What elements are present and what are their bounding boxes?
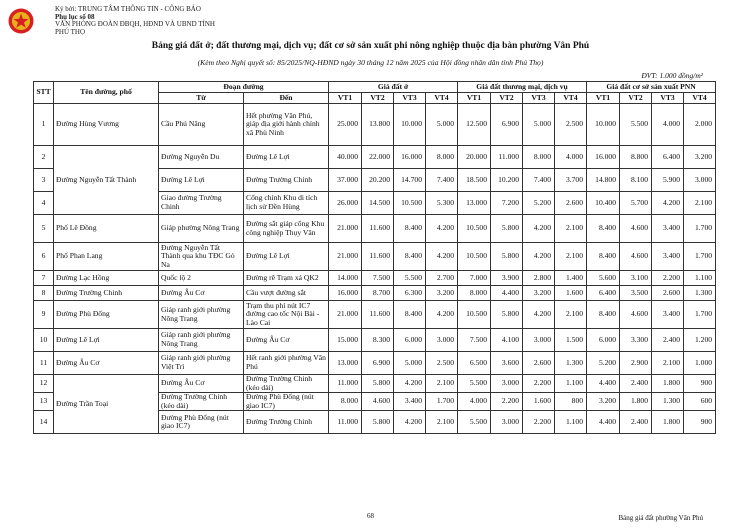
price-cell: 1.800 (620, 393, 652, 411)
from-cell: Giáp ranh giới phường Nông Trang (159, 329, 244, 352)
to-cell: Đường rẽ Trạm xá QK2 (244, 271, 329, 286)
price-cell: 2.800 (523, 271, 555, 286)
phu-luc-label: Phụ lục số 08 (55, 12, 95, 21)
price-cell: 5.800 (491, 301, 523, 329)
header-to: Đến (244, 93, 329, 104)
price-cell: 2.200 (523, 375, 555, 393)
header-vt: VT2 (491, 93, 523, 104)
price-cell: 8.400 (394, 215, 426, 243)
price-cell: 2.400 (620, 411, 652, 434)
stt-cell: 2 (34, 146, 54, 169)
street-name-cell: Đường Trường Chinh (54, 286, 159, 301)
price-cell: 10.500 (458, 243, 491, 271)
street-name-cell: Phố Phan Lang (54, 243, 159, 271)
price-cell: 3.000 (684, 169, 716, 192)
price-cell: 2.600 (652, 286, 684, 301)
price-cell: 2.200 (652, 271, 684, 286)
price-cell: 10.200 (491, 169, 523, 192)
price-cell: 2.600 (523, 352, 555, 375)
price-cell: 8.400 (587, 215, 620, 243)
price-cell: 6.900 (491, 104, 523, 146)
price-cell: 2.600 (555, 192, 587, 215)
price-cell: 1.700 (426, 393, 458, 411)
price-cell: 4.200 (394, 375, 426, 393)
to-cell: Đường Trường Chinh (244, 411, 329, 434)
price-cell: 8.000 (329, 393, 362, 411)
price-cell: 1.600 (523, 393, 555, 411)
price-cell: 7.200 (491, 192, 523, 215)
price-cell: 1.700 (684, 215, 716, 243)
table-row (34, 352, 716, 375)
price-cell: 13.000 (329, 352, 362, 375)
price-cell: 900 (684, 411, 716, 434)
price-cell: 1.300 (684, 286, 716, 301)
price-cell: 4.200 (523, 243, 555, 271)
page-number: 68 (367, 512, 374, 520)
from-cell: Đường Lê Lợi (159, 169, 244, 192)
header-vt: VT2 (362, 93, 394, 104)
price-cell: 4.100 (491, 329, 523, 352)
header-stt: STT (34, 82, 54, 104)
stt-cell: 14 (34, 411, 54, 434)
price-cell: 10.500 (458, 301, 491, 329)
price-cell: 4.200 (426, 301, 458, 329)
header-vt: VT1 (329, 93, 362, 104)
to-cell: Hết ranh giới phường Vân Phú (244, 352, 329, 375)
price-cell: 600 (684, 393, 716, 411)
to-cell: Đường Lê Lợi (244, 146, 329, 169)
price-cell: 14.500 (362, 192, 394, 215)
header-vt: VT1 (458, 93, 491, 104)
price-cell: 4.200 (394, 411, 426, 434)
price-cell: 2.100 (555, 301, 587, 329)
price-cell: 6.400 (587, 286, 620, 301)
price-cell: 5.000 (394, 352, 426, 375)
from-cell: Đường Nguyễn Tất Thành qua khu TĐC Gò Na (159, 243, 244, 271)
price-cell: 2.500 (426, 352, 458, 375)
price-cell: 13.000 (458, 192, 491, 215)
price-cell: 3.500 (620, 286, 652, 301)
price-cell: 4.400 (587, 375, 620, 393)
price-cell: 4.600 (620, 215, 652, 243)
stt-cell: 7 (34, 271, 54, 286)
price-cell: 18.500 (458, 169, 491, 192)
price-cell: 2.100 (652, 352, 684, 375)
header-group-residential: Giá đất ở (329, 82, 458, 93)
from-cell: Giao đường Trường Chinh (159, 192, 244, 215)
stt-cell: 8 (34, 286, 54, 301)
street-name-cell: Đường Lạc Hồng (54, 271, 159, 286)
price-cell: 6.000 (587, 329, 620, 352)
national-emblem-icon (8, 8, 34, 34)
price-cell: 4.400 (587, 411, 620, 434)
street-name-cell: Đường Trần Toại (54, 375, 159, 434)
price-cell: 7.500 (362, 271, 394, 286)
price-cell: 8.700 (362, 286, 394, 301)
price-cell: 2.100 (426, 375, 458, 393)
table-row (34, 329, 716, 352)
header-group-commercial: Giá đất thương mại, dịch vụ (458, 82, 587, 93)
price-cell: 10.500 (458, 215, 491, 243)
price-cell: 6.500 (458, 352, 491, 375)
price-cell: 8.400 (587, 243, 620, 271)
price-cell: 5.800 (491, 243, 523, 271)
price-cell: 21.000 (329, 243, 362, 271)
header-vt: VT3 (394, 93, 426, 104)
price-cell: 8.100 (620, 169, 652, 192)
price-cell: 1.800 (652, 411, 684, 434)
page-title: Bảng giá đất ở; đất thương mại, dịch vụ; đất cơ sở sản xuất phi nông nghiệp thuộc địa bàn phường Vân Phú (151, 41, 590, 51)
price-cell: 25.000 (329, 104, 362, 146)
price-cell: 16.000 (587, 146, 620, 169)
price-cell: 4.200 (523, 215, 555, 243)
price-cell: 13.800 (362, 104, 394, 146)
price-cell: 14.800 (587, 169, 620, 192)
to-cell: Cầu vượt đường sắt (244, 286, 329, 301)
price-cell: 8.000 (458, 286, 491, 301)
header-vt: VT1 (587, 93, 620, 104)
price-cell: 7.000 (458, 271, 491, 286)
from-cell: Đường Phù Đổng (nút giao IC7) (159, 411, 244, 434)
price-cell: 8.000 (523, 146, 555, 169)
price-cell: 4.000 (458, 393, 491, 411)
price-cell: 5.800 (362, 411, 394, 434)
stt-cell: 11 (34, 352, 54, 375)
price-cell: 8.400 (394, 301, 426, 329)
price-cell: 11.600 (362, 215, 394, 243)
table-row (34, 301, 716, 329)
to-cell: Đường Âu Cơ (244, 329, 329, 352)
price-cell: 1.400 (555, 271, 587, 286)
price-cell: 1.500 (555, 329, 587, 352)
price-cell: 7.500 (458, 329, 491, 352)
price-cell: 2.400 (620, 375, 652, 393)
header-group-production: Giá đất cơ sở sản xuất PNN (587, 82, 716, 93)
price-cell: 5.000 (426, 104, 458, 146)
page-subtitle: (Kèm theo Nghị quyết số: 85/2025/NQ-HĐND ngày 30 tháng 12 năm 2025 của Hội đồng nhân dân tỉnh Phú Thọ) (197, 58, 544, 67)
table-row (34, 271, 716, 286)
price-cell: 7.400 (426, 169, 458, 192)
price-cell: 4.000 (652, 104, 684, 146)
stt-cell: 5 (34, 215, 54, 243)
price-cell: 8.400 (394, 243, 426, 271)
price-cell: 3.100 (620, 271, 652, 286)
from-cell: Giáp ranh giới phường Việt Trì (159, 352, 244, 375)
price-cell: 22.000 (362, 146, 394, 169)
price-cell: 6.000 (394, 329, 426, 352)
to-cell: Hết phường Vân Phú, giáp địa giới hành chính xã Phù Ninh (244, 104, 329, 146)
price-cell: 40.000 (329, 146, 362, 169)
price-cell: 3.200 (523, 286, 555, 301)
stt-cell: 1 (34, 104, 54, 146)
header-vt: VT4 (684, 93, 716, 104)
price-cell: 5.800 (491, 215, 523, 243)
document-header (55, 6, 215, 36)
price-cell: 3.600 (491, 352, 523, 375)
table-row (34, 286, 716, 301)
price-cell: 3.300 (620, 329, 652, 352)
price-cell: 3.000 (426, 329, 458, 352)
from-cell: Đường Âu Cơ (159, 375, 244, 393)
price-cell: 3.000 (491, 411, 523, 434)
price-cell: 14.700 (394, 169, 426, 192)
price-cell: 10.400 (587, 192, 620, 215)
price-cell: 11.600 (362, 301, 394, 329)
price-cell: 8.300 (362, 329, 394, 352)
price-cell: 14.000 (329, 271, 362, 286)
price-cell: 16.000 (394, 146, 426, 169)
price-cell: 2.100 (555, 215, 587, 243)
price-cell: 5.700 (620, 192, 652, 215)
to-cell: Cổng chính Khu di tích lịch sử Đền Hùng (244, 192, 329, 215)
price-cell: 7.400 (523, 169, 555, 192)
price-cell: 1.100 (555, 411, 587, 434)
price-cell: 11.000 (329, 411, 362, 434)
price-cell: 1.100 (555, 375, 587, 393)
price-cell: 8.400 (587, 301, 620, 329)
price-cell: 12.500 (458, 104, 491, 146)
price-cell: 3.000 (491, 375, 523, 393)
price-cell: 2.100 (555, 243, 587, 271)
header-vt: VT3 (523, 93, 555, 104)
price-cell: 1.600 (555, 286, 587, 301)
price-cell: 2.400 (652, 329, 684, 352)
price-cell: 5.800 (362, 375, 394, 393)
price-cell: 5.500 (458, 411, 491, 434)
price-cell: 3.400 (394, 393, 426, 411)
table-row (34, 146, 716, 169)
stt-cell: 3 (34, 169, 54, 192)
price-cell: 5.600 (587, 271, 620, 286)
from-cell: Đường Âu Cơ (159, 286, 244, 301)
street-name-cell: Đường Hùng Vương (54, 104, 159, 146)
street-name-cell: Đường Nguyễn Tất Thành (54, 146, 159, 215)
price-cell: 3.400 (652, 301, 684, 329)
price-cell: 15.000 (329, 329, 362, 352)
price-cell: 2.900 (620, 352, 652, 375)
price-table (33, 81, 716, 434)
header-vt: VT4 (426, 93, 458, 104)
stt-cell: 4 (34, 192, 54, 215)
to-cell: Đường Lê Lợi (244, 243, 329, 271)
price-cell: 16.000 (329, 286, 362, 301)
table-row (34, 215, 716, 243)
table-row (34, 104, 716, 146)
price-cell: 26.000 (329, 192, 362, 215)
price-cell: 3.000 (523, 329, 555, 352)
price-cell: 1.800 (652, 375, 684, 393)
price-cell: 21.000 (329, 301, 362, 329)
price-cell: 10.000 (394, 104, 426, 146)
from-cell: Đường Nguyễn Du (159, 146, 244, 169)
stt-cell: 13 (34, 393, 54, 411)
price-cell: 10.500 (394, 192, 426, 215)
price-cell: 900 (684, 375, 716, 393)
price-cell: 10.000 (587, 104, 620, 146)
header-vt: VT3 (652, 93, 684, 104)
price-cell: 3.700 (555, 169, 587, 192)
price-cell: 5.500 (458, 375, 491, 393)
stt-cell: 6 (34, 243, 54, 271)
stt-cell: 10 (34, 329, 54, 352)
to-cell: Đường sắt giáp cổng Khu công nghiệp Thụy Vân (244, 215, 329, 243)
price-cell: 5.200 (523, 192, 555, 215)
price-cell: 3.200 (587, 393, 620, 411)
price-cell: 6.400 (652, 146, 684, 169)
to-cell: Đường Phù Đổng (nút giao IC7) (244, 393, 329, 411)
price-cell: 11.600 (362, 243, 394, 271)
street-name-cell: Đường Lê Lợi (54, 329, 159, 352)
from-cell: Giáp phường Nông Trang (159, 215, 244, 243)
street-name-cell: Phố Lê Đồng (54, 215, 159, 243)
price-cell: 20.000 (458, 146, 491, 169)
header-from: Từ (159, 93, 244, 104)
price-cell: 3.400 (652, 215, 684, 243)
price-cell: 2.500 (555, 104, 587, 146)
price-cell: 800 (555, 393, 587, 411)
price-cell: 1.100 (684, 271, 716, 286)
header-vt: VT2 (620, 93, 652, 104)
org-line-2: PHÚ THỌ (55, 27, 86, 36)
from-cell: Giáp ranh giới phường Nông Trang (159, 301, 244, 329)
price-cell: 6.900 (362, 352, 394, 375)
price-cell: 11.000 (491, 146, 523, 169)
price-cell: 1.300 (652, 393, 684, 411)
price-cell: 2.200 (523, 411, 555, 434)
price-cell: 4.600 (362, 393, 394, 411)
unit-note: ĐVT: 1.000 đồng/m² (641, 71, 703, 80)
price-cell: 4.200 (426, 215, 458, 243)
to-cell: Đường Trường Chinh (kéo dài) (244, 375, 329, 393)
price-cell: 3.400 (652, 243, 684, 271)
price-cell: 6.300 (394, 286, 426, 301)
header-name: Tên đường, phố (54, 82, 159, 104)
price-cell: 4.600 (620, 243, 652, 271)
price-cell: 1.300 (555, 352, 587, 375)
signed-by: Ký bởi: TRUNG TÂM THÔNG TIN - CÔNG BÁO (55, 5, 201, 13)
org-line-1: VĂN PHÒNG ĐOÀN ĐBQH, HĐND VÀ UBND TỈNH (55, 20, 215, 28)
street-name-cell: Đường Phù Đổng (54, 301, 159, 329)
price-cell: 11.000 (329, 375, 362, 393)
price-cell: 21.000 (329, 215, 362, 243)
price-cell: 5.000 (523, 104, 555, 146)
price-cell: 3.200 (426, 286, 458, 301)
price-cell: 1.000 (684, 352, 716, 375)
price-cell: 4.000 (555, 146, 587, 169)
price-cell: 3.200 (684, 146, 716, 169)
footer-caption: Bảng giá đất phường Vân Phú (618, 514, 703, 522)
price-cell: 5.200 (587, 352, 620, 375)
header-vt: VT4 (555, 93, 587, 104)
price-cell: 5.900 (652, 169, 684, 192)
from-cell: Đường Trường Chinh (kéo dài) (159, 393, 244, 411)
to-cell: Đường Trường Chinh (244, 169, 329, 192)
from-cell: Cầu Phú Nâng (159, 104, 244, 146)
price-cell: 4.400 (491, 286, 523, 301)
price-cell: 5.500 (394, 271, 426, 286)
price-cell: 8.800 (620, 146, 652, 169)
price-cell: 37.000 (329, 169, 362, 192)
price-cell: 4.600 (620, 301, 652, 329)
price-cell: 4.200 (426, 243, 458, 271)
from-cell: Quốc lộ 2 (159, 271, 244, 286)
to-cell: Trạm thu phí nút IC7 đường cao tốc Nội Bài - Lào Cai (244, 301, 329, 329)
price-cell: 1.200 (684, 329, 716, 352)
price-cell: 2.100 (426, 411, 458, 434)
stt-cell: 9 (34, 301, 54, 329)
price-cell: 5.300 (426, 192, 458, 215)
price-cell: 2.700 (426, 271, 458, 286)
price-cell: 1.700 (684, 243, 716, 271)
price-cell: 2.100 (684, 192, 716, 215)
table-row (34, 243, 716, 271)
table-row (34, 375, 716, 393)
street-name-cell: Đường Âu Cơ (54, 352, 159, 375)
price-cell: 1.700 (684, 301, 716, 329)
price-cell: 4.200 (652, 192, 684, 215)
stt-cell: 12 (34, 375, 54, 393)
price-cell: 3.900 (491, 271, 523, 286)
price-cell: 8.000 (426, 146, 458, 169)
price-cell: 20.200 (362, 169, 394, 192)
price-cell: 5.500 (620, 104, 652, 146)
header-segment: Đoạn đường (159, 82, 329, 93)
price-cell: 2.000 (684, 104, 716, 146)
price-cell: 2.200 (491, 393, 523, 411)
price-cell: 4.200 (523, 301, 555, 329)
